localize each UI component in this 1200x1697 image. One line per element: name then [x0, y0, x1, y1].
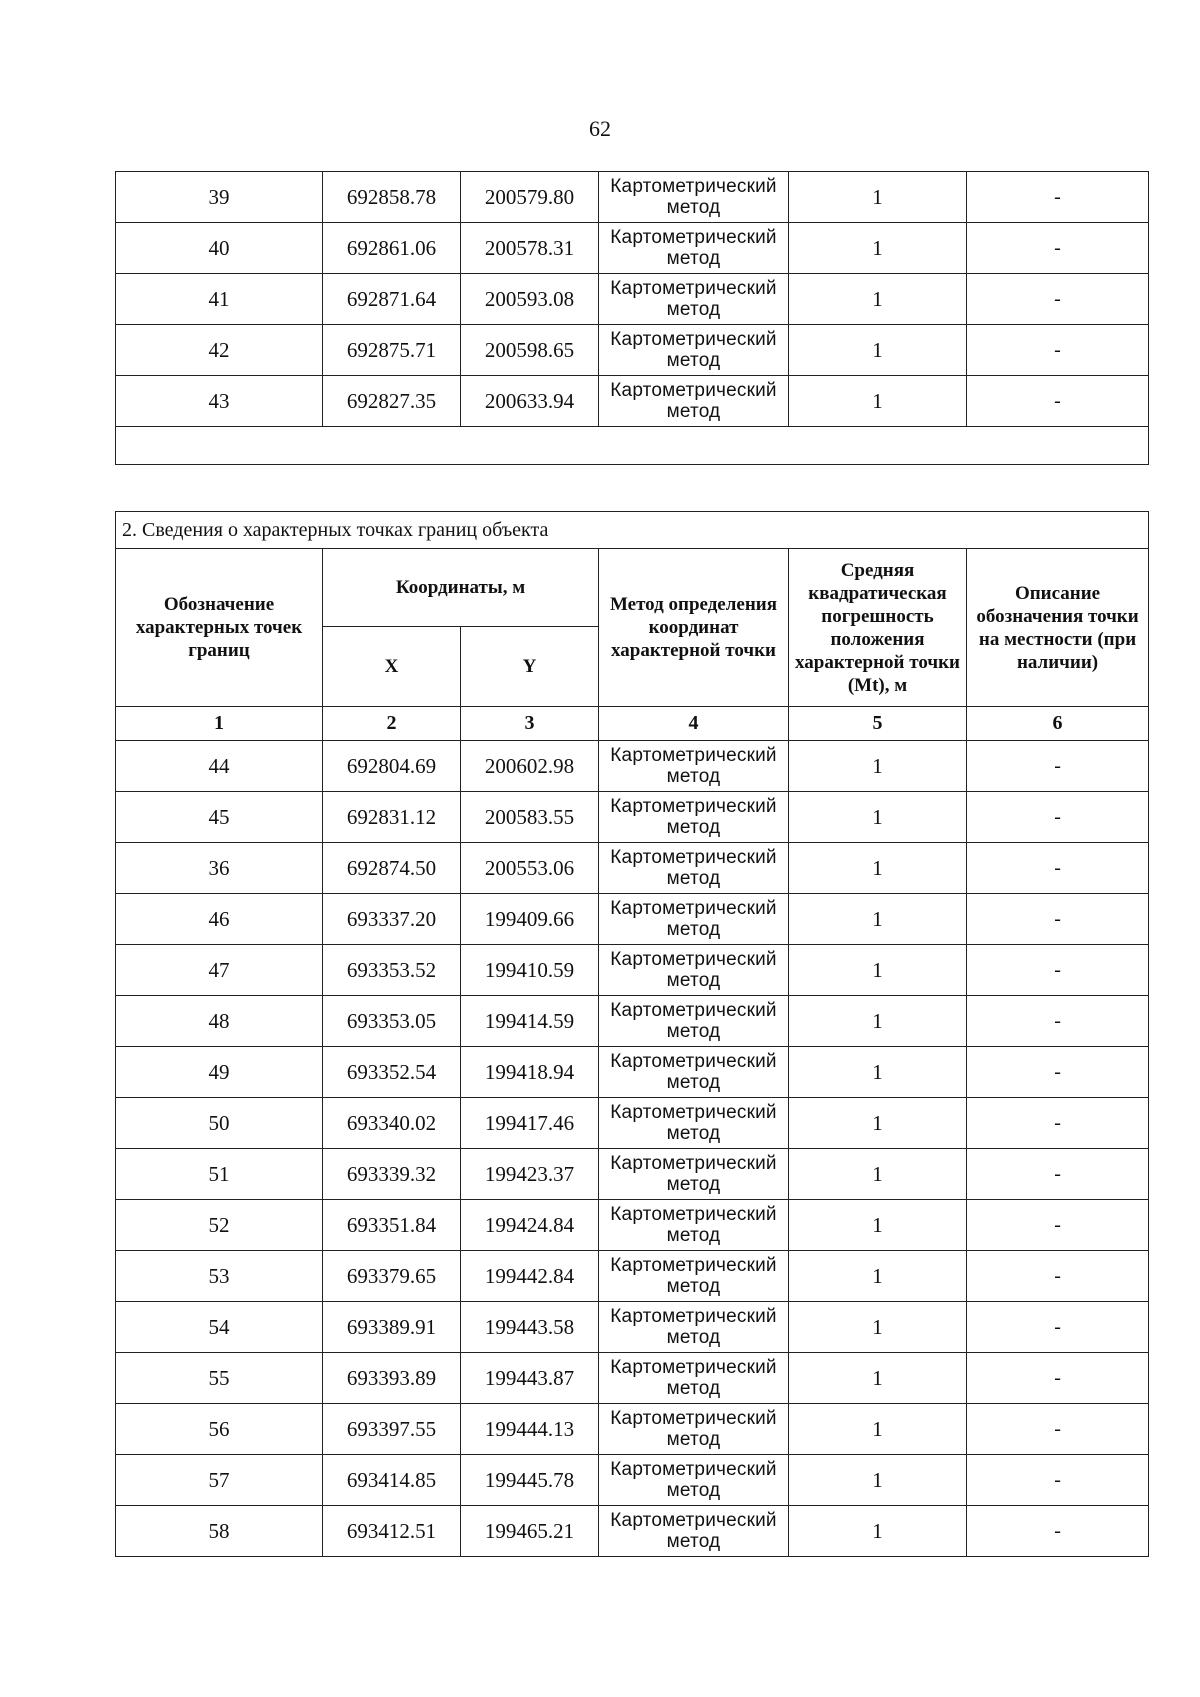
x-coordinate-cell: 693337.20	[323, 894, 461, 945]
description-cell: -	[967, 1404, 1149, 1455]
method-cell	[599, 1098, 789, 1149]
table-caption: 2. Сведения о характерных точках границ объекта	[116, 512, 1149, 549]
method-text-line: Картометрический	[610, 176, 777, 197]
method-cell	[599, 376, 789, 427]
column-number: 2	[323, 707, 461, 741]
y-coordinate-cell: 199424.84	[461, 1200, 599, 1251]
method-text-line: метод	[666, 248, 721, 269]
y-coordinate-cell: 200578.31	[461, 223, 599, 274]
mean-error-cell: 1	[789, 376, 967, 427]
point-cell: 45	[116, 792, 323, 843]
description-cell: -	[967, 741, 1149, 792]
method-text-line: Картометрический	[610, 1153, 777, 1174]
mean-error-cell: 1	[789, 1353, 967, 1404]
method-cell	[599, 996, 789, 1047]
table-row	[116, 1098, 1149, 1149]
x-coordinate-cell: 693397.55	[323, 1404, 461, 1455]
method-text-line: Картометрический	[610, 1102, 777, 1123]
y-coordinate-cell: 199445.78	[461, 1455, 599, 1506]
point-cell: 51	[116, 1149, 323, 1200]
method-cell	[599, 1047, 789, 1098]
method-text-line: Картометрический	[610, 745, 777, 766]
method-text-line: Картометрический	[610, 1051, 777, 1072]
mean-error-cell: 1	[789, 1047, 967, 1098]
table-row	[116, 792, 1149, 843]
mean-error-cell: 1	[789, 1455, 967, 1506]
description-cell: -	[967, 274, 1149, 325]
method-text-line: метод	[666, 1480, 721, 1501]
table-row	[116, 894, 1149, 945]
table-row	[116, 376, 1149, 427]
method-text-line: Картометрический	[610, 1204, 777, 1225]
description-cell: -	[967, 1200, 1149, 1251]
y-coordinate-cell: 199443.58	[461, 1302, 599, 1353]
x-coordinate-cell: 692827.35	[323, 376, 461, 427]
y-coordinate-cell: 199465.21	[461, 1506, 599, 1557]
method-text-line: Картометрический	[610, 278, 777, 299]
method-text-line: метод	[666, 1378, 721, 1399]
description-cell: -	[967, 1353, 1149, 1404]
mean-error-cell: 1	[789, 945, 967, 996]
method-text-line: метод	[666, 197, 721, 218]
x-coordinate-cell: 692858.78	[323, 172, 461, 223]
header-method: Метод определения координат характерной точки	[599, 549, 789, 707]
method-cell	[599, 223, 789, 274]
column-number: 1	[116, 707, 323, 741]
point-cell: 47	[116, 945, 323, 996]
method-text-line: Картометрический	[610, 847, 777, 868]
characteristic-points-table	[115, 511, 1149, 1557]
y-coordinate-cell: 199410.59	[461, 945, 599, 996]
table-row	[116, 274, 1149, 325]
method-text-line: метод	[666, 1531, 721, 1552]
x-coordinate-cell: 692861.06	[323, 223, 461, 274]
header-mean-error: Средняя квадратическая погрешность положения характерной точки (Mt), м	[789, 549, 967, 707]
point-cell: 39	[116, 172, 323, 223]
method-text-line: метод	[666, 1429, 721, 1450]
y-coordinate-cell: 200598.65	[461, 325, 599, 376]
x-coordinate-cell: 692874.50	[323, 843, 461, 894]
method-text-line: Картометрический	[610, 1000, 777, 1021]
method-cell	[599, 325, 789, 376]
y-coordinate-cell: 199409.66	[461, 894, 599, 945]
description-cell: -	[967, 894, 1149, 945]
method-text-line: Картометрический	[610, 898, 777, 919]
y-coordinate-cell: 199418.94	[461, 1047, 599, 1098]
point-cell: 48	[116, 996, 323, 1047]
y-coordinate-cell: 200593.08	[461, 274, 599, 325]
point-cell: 54	[116, 1302, 323, 1353]
mean-error-cell: 1	[789, 843, 967, 894]
description-cell: -	[967, 945, 1149, 996]
column-number: 6	[967, 707, 1149, 741]
mean-error-cell: 1	[789, 172, 967, 223]
table-row	[116, 1149, 1149, 1200]
table-row	[116, 1047, 1149, 1098]
x-coordinate-cell: 693353.05	[323, 996, 461, 1047]
mean-error-cell: 1	[789, 1098, 967, 1149]
method-cell	[599, 1455, 789, 1506]
header-coordinates: Координаты, м	[323, 549, 599, 627]
empty-cell	[116, 427, 1149, 465]
point-cell: 50	[116, 1098, 323, 1149]
empty-row	[116, 427, 1149, 465]
y-coordinate-cell: 200579.80	[461, 172, 599, 223]
method-text-line: метод	[666, 401, 721, 422]
method-text-line: Картометрический	[610, 227, 777, 248]
method-text-line: Картометрический	[610, 1459, 777, 1480]
mean-error-cell: 1	[789, 894, 967, 945]
method-text-line: метод	[666, 1072, 721, 1093]
method-cell	[599, 1302, 789, 1353]
method-text-line: Картометрический	[610, 1255, 777, 1276]
y-coordinate-cell: 199423.37	[461, 1149, 599, 1200]
mean-error-cell: 1	[789, 741, 967, 792]
table-row	[116, 172, 1149, 223]
y-coordinate-cell: 200633.94	[461, 376, 599, 427]
coordinates-table-continuation	[115, 171, 1149, 465]
description-cell: -	[967, 376, 1149, 427]
point-cell: 53	[116, 1251, 323, 1302]
y-coordinate-cell: 200602.98	[461, 741, 599, 792]
page-number: 62	[589, 116, 611, 141]
table-row	[116, 223, 1149, 274]
header-description: Описание обозначения точки на местности (при наличии)	[967, 549, 1149, 707]
x-coordinate-cell: 693340.02	[323, 1098, 461, 1149]
point-cell: 41	[116, 274, 323, 325]
table-row	[116, 843, 1149, 894]
method-cell	[599, 1149, 789, 1200]
description-cell: -	[967, 1302, 1149, 1353]
x-coordinate-cell: 692875.71	[323, 325, 461, 376]
y-coordinate-cell: 199442.84	[461, 1251, 599, 1302]
x-coordinate-cell: 692831.12	[323, 792, 461, 843]
mean-error-cell: 1	[789, 1149, 967, 1200]
method-cell	[599, 274, 789, 325]
point-cell: 44	[116, 741, 323, 792]
mean-error-cell: 1	[789, 792, 967, 843]
method-text-line: Картометрический	[610, 949, 777, 970]
y-coordinate-cell: 199444.13	[461, 1404, 599, 1455]
method-text-line: Картометрический	[610, 380, 777, 401]
point-cell: 56	[116, 1404, 323, 1455]
method-text-line: метод	[666, 970, 721, 991]
description-cell: -	[967, 1506, 1149, 1557]
method-cell	[599, 843, 789, 894]
mean-error-cell: 1	[789, 1200, 967, 1251]
method-text-line: Картометрический	[610, 1510, 777, 1531]
method-cell	[599, 792, 789, 843]
method-text-line: метод	[666, 868, 721, 889]
table-row	[116, 1404, 1149, 1455]
method-cell	[599, 1200, 789, 1251]
point-cell: 43	[116, 376, 323, 427]
description-cell: -	[967, 1455, 1149, 1506]
method-cell	[599, 741, 789, 792]
point-cell: 42	[116, 325, 323, 376]
mean-error-cell: 1	[789, 996, 967, 1047]
table-row	[116, 1353, 1149, 1404]
point-cell: 58	[116, 1506, 323, 1557]
description-cell: -	[967, 1047, 1149, 1098]
method-cell	[599, 1251, 789, 1302]
table-row	[116, 996, 1149, 1047]
method-text-line: Картометрический	[610, 1408, 777, 1429]
y-coordinate-cell: 199443.87	[461, 1353, 599, 1404]
method-cell	[599, 1353, 789, 1404]
method-text-line: Картометрический	[610, 1306, 777, 1327]
method-text-line: метод	[666, 350, 721, 371]
mean-error-cell: 1	[789, 1302, 967, 1353]
description-cell: -	[967, 996, 1149, 1047]
method-text-line: метод	[666, 1174, 721, 1195]
table-row	[116, 1302, 1149, 1353]
method-cell	[599, 1506, 789, 1557]
x-coordinate-cell: 693351.84	[323, 1200, 461, 1251]
method-text-line: метод	[666, 919, 721, 940]
mean-error-cell: 1	[789, 325, 967, 376]
point-cell: 40	[116, 223, 323, 274]
description-cell: -	[967, 843, 1149, 894]
description-cell: -	[967, 172, 1149, 223]
mean-error-cell: 1	[789, 223, 967, 274]
method-cell	[599, 894, 789, 945]
method-text-line: метод	[666, 1276, 721, 1297]
table-row	[116, 1455, 1149, 1506]
point-cell: 36	[116, 843, 323, 894]
x-coordinate-cell: 693414.85	[323, 1455, 461, 1506]
mean-error-cell: 1	[789, 1404, 967, 1455]
table-row	[116, 1200, 1149, 1251]
column-number: 5	[789, 707, 967, 741]
x-coordinate-cell: 693352.54	[323, 1047, 461, 1098]
description-cell: -	[967, 792, 1149, 843]
description-cell: -	[967, 1098, 1149, 1149]
description-cell: -	[967, 1149, 1149, 1200]
header-point-designation: Обозначение характерных точек границ	[116, 549, 323, 707]
continuation-table-body	[116, 172, 1149, 465]
column-number: 3	[461, 707, 599, 741]
description-cell: -	[967, 223, 1149, 274]
method-text-line: метод	[666, 817, 721, 838]
mean-error-cell: 1	[789, 1506, 967, 1557]
x-coordinate-cell: 692871.64	[323, 274, 461, 325]
header-y: Y	[461, 627, 599, 707]
method-text-line: метод	[666, 1123, 721, 1144]
header-x: X	[323, 627, 461, 707]
point-cell: 49	[116, 1047, 323, 1098]
method-text-line: метод	[666, 1021, 721, 1042]
table-row	[116, 741, 1149, 792]
y-coordinate-cell: 199417.46	[461, 1098, 599, 1149]
method-cell	[599, 945, 789, 996]
method-text-line: метод	[666, 299, 721, 320]
mean-error-cell: 1	[789, 274, 967, 325]
method-cell	[599, 172, 789, 223]
y-coordinate-cell: 200583.55	[461, 792, 599, 843]
x-coordinate-cell: 693389.91	[323, 1302, 461, 1353]
method-text-line: Картометрический	[610, 1357, 777, 1378]
x-coordinate-cell: 693412.51	[323, 1506, 461, 1557]
table-row	[116, 1506, 1149, 1557]
method-text-line: метод	[666, 1225, 721, 1246]
x-coordinate-cell: 692804.69	[323, 741, 461, 792]
x-coordinate-cell: 693339.32	[323, 1149, 461, 1200]
method-text-line: Картометрический	[610, 796, 777, 817]
method-cell	[599, 1404, 789, 1455]
method-text-line: метод	[666, 1327, 721, 1348]
y-coordinate-cell: 200553.06	[461, 843, 599, 894]
method-text-line: Картометрический	[610, 329, 777, 350]
description-cell: -	[967, 325, 1149, 376]
point-cell: 52	[116, 1200, 323, 1251]
table-row	[116, 945, 1149, 996]
y-coordinate-cell: 199414.59	[461, 996, 599, 1047]
description-cell: -	[967, 1251, 1149, 1302]
method-text-line: метод	[666, 766, 721, 787]
x-coordinate-cell: 693353.52	[323, 945, 461, 996]
table-row	[116, 325, 1149, 376]
column-number: 4	[599, 707, 789, 741]
point-cell: 46	[116, 894, 323, 945]
table-row	[116, 1251, 1149, 1302]
point-cell: 57	[116, 1455, 323, 1506]
x-coordinate-cell: 693393.89	[323, 1353, 461, 1404]
point-cell: 55	[116, 1353, 323, 1404]
x-coordinate-cell: 693379.65	[323, 1251, 461, 1302]
mean-error-cell: 1	[789, 1251, 967, 1302]
main-table-body	[116, 741, 1149, 1557]
